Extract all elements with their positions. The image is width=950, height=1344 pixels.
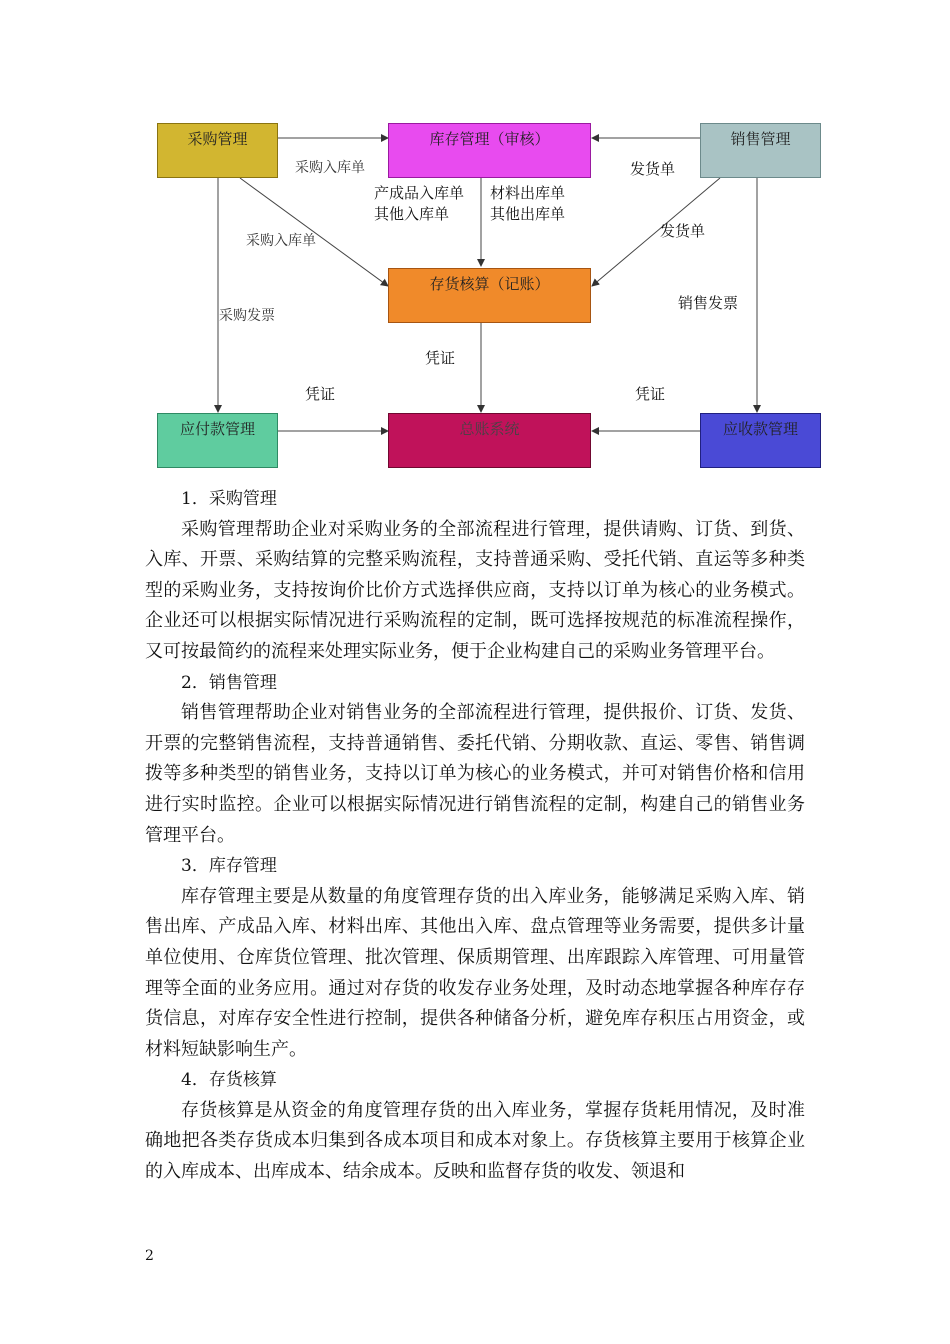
- label-other-in: 其他入库单: [374, 205, 450, 223]
- section-heading: 2．销售管理: [181, 672, 277, 693]
- sales-management-label: 销售管理: [730, 130, 791, 148]
- flow-diagram: [0, 0, 950, 480]
- general-ledger-label: 总账系统: [459, 420, 520, 438]
- section-heading: 3．库存管理: [181, 856, 277, 877]
- label-other-out: 其他出库单: [490, 205, 566, 223]
- label-voucher-left: 凭证: [305, 385, 336, 403]
- label-finished-goods-in: 产成品入库单: [374, 184, 465, 202]
- general-ledger-box: [388, 413, 591, 468]
- accounts-receivable-box: [700, 413, 821, 468]
- section-paragraph: 销售管理帮助企业对销售业务的全部流程进行管理，提供报价、订货、发货、开票的完整销售流程，支持普通销售、委托代销、分期收款、直运、零售、销售调拨等多种类型的销售业务，支持以订单为核心的业务模式，并可对销售价格和信用进行实时监控。企业可以根据实际情况进行销售流程的定制，构建自己的销售业务管理平台。: [145, 702, 805, 846]
- label-sales-invoice: 销售发票: [678, 294, 739, 312]
- label-purchase-receipt-top: 采购入库单: [295, 160, 365, 176]
- accounts-payable-box: [157, 413, 278, 468]
- section-heading: 1．采购管理: [181, 489, 277, 509]
- inventory-management-label: 库存管理（审核）: [429, 130, 550, 148]
- label-delivery-diag: 发货单: [660, 222, 706, 240]
- page-number: 2: [145, 1248, 154, 1264]
- accounts-receivable-label: 应收款管理: [722, 420, 798, 438]
- label-voucher-center: 凭证: [425, 349, 456, 367]
- stock-accounting-label: 存货核算（记账）: [429, 275, 550, 293]
- label-material-out: 材料出库单: [490, 184, 566, 202]
- section-paragraph: 库存管理主要是从数量的角度管理存货的出入库业务，能够满足采购入库、销售出库、产成品入库、材料出库、其他出入库、盘点管理等业务需要，提供多计量单位使用、仓库货位管理、批次管理、保质期管理、出库跟踪入库管理、可用量管理等全面的业务应用。通过对存货的收发存业务处理，及时动态地掌握各种库存存货信息，对库存安全性进行控制，提供各种储备分析，避免库存积压占用资金，或材料短缺影响生产。: [145, 885, 805, 1060]
- document-body: [145, 484, 805, 1188]
- stock-accounting-box: [388, 268, 591, 323]
- purchase-management-label: 采购管理: [187, 130, 248, 148]
- label-purchase-invoice: 采购发票: [219, 308, 275, 324]
- section-paragraph: 采购管理帮助企业对采购业务的全部流程进行管理，提供请购、订货、到货、入库、开票、采购结算的完整采购流程，支持普通采购、受托代销、直运等多种类型的采购业务，支持按询价比价方式选择供应商，支持以订单为核心的业务模式。企业还可以根据实际情况进行采购流程的定制，既可选择按规范的标准流程操作，又可按最简约的流程来处理实际业务，便于企业构建自己的采购业务管理平台。: [145, 518, 805, 662]
- label-purchase-receipt-diag: 采购入库单: [246, 233, 316, 249]
- sales-management-box: [700, 123, 821, 178]
- accounts-payable-label: 应付款管理: [179, 420, 255, 438]
- label-delivery-top: 发货单: [630, 160, 676, 178]
- section-paragraph: 存货核算是从资金的角度管理存货的出入库业务，掌握存货耗用情况，及时准确地把各类存货成本归集到各成本项目和成本对象上。存货核算主要用于核算企业的入库成本、出库成本、结余成本。反映和监督存货的收发、领退和: [145, 1099, 805, 1183]
- purchase-management-box: [157, 123, 278, 178]
- inventory-management-box: [388, 123, 591, 178]
- section-heading: 4．存货核算: [181, 1070, 277, 1091]
- label-voucher-right: 凭证: [635, 385, 666, 403]
